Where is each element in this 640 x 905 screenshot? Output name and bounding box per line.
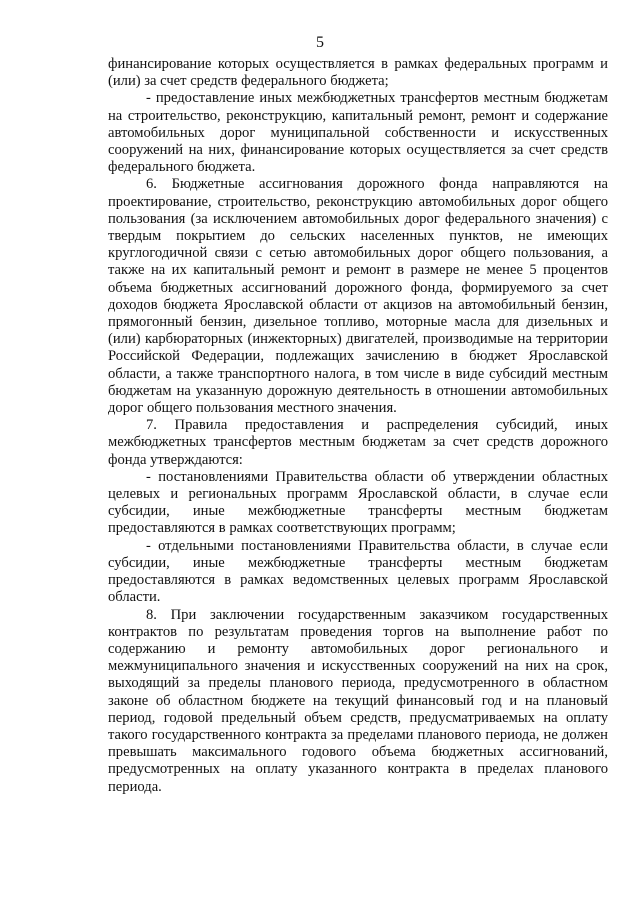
paragraph-item-6: 6. Бюджетные ассигнования дорожного фонда направляются на проектирование, строительство, реконструкцию автомобильных дорог общего пользования (за исключением автомобильных дорог федерального значения) с твердым покрытием до сельских населенных пунктов, не имеющих круглогодичной связи с сетью автомобильных дорог общего пользования, а также на их капитальный ремонт и ремонт в размере не менее 5 процентов объема бюджетных ассигнований дорожного фонда, формируемого за счет доходов бюджета Ярославской области от акцизов на автомобильный бензин, прямогонный бензин, дизельное топливо, моторные масла для дизельных и (или) карбюраторных (инжекторных) двигателей, производимые на территории Российской Федерации, подлежащих зачислению в бюджет Ярославской области, а также транспортного налога, в том числе в виде субсидий местным бюджетам на указанную дорожную деятельность в отношении автомобильных дорог общего пользования местного значения. bbox=[108, 176, 608, 417]
paragraph-continuation: финансирование которых осуществляется в рамках федеральных программ и (или) за счет средств федерального бюджета; bbox=[108, 56, 608, 90]
paragraph-item-7-separate-decrees: - отдельными постановлениями Правительства области, в случае если субсидии, иные межбюджетные трансферты местным бюджетам предоставляются в рамках ведомственных целевых программ Ярославской области. bbox=[108, 537, 608, 606]
paragraph-item-7-decrees: - постановлениями Правительства области об утверждении областных целевых и региональных программ Ярославской области, в случае если субсидии, иные межбюджетные трансферты местным бюджетам предоставляются в рамках соответствующих программ; bbox=[108, 468, 608, 537]
paragraph-transfers-federal: - предоставление иных межбюджетных трансфертов местным бюджетам на строительство, реконструкцию, капитальный ремонт, ремонт и содержание автомобильных дорог муниципальной собственности и искусственных сооружений на них, финансирование которых осуществляется за счет средств федерального бюджета. bbox=[108, 90, 608, 176]
document-body bbox=[108, 56, 608, 796]
paragraph-item-8: 8. При заключении государственным заказчиком государственных контрактов по результатам проведения торгов на выполнение работ по содержанию и ремонту автомобильных дорог регионального и межмуниципального значения и искусственных сооружений на них на срок, выходящий за пределы планового периода, предусмотренного в областном законе об областном бюджете на текущий финансовый год и на плановый период, годовой предельный объем средств, предусматриваемых на оплату такого государственного контракта за пределами планового периода, не должен превышать максимального годового объема бюджетных ассигнований, предусмотренных на оплату указанного контракта в пределах планового периода. bbox=[108, 606, 608, 795]
paragraph-item-7: 7. Правила предоставления и распределения субсидий, иных межбюджетных трансфертов местным бюджетам за счет средств дорожного фонда утверждаются: bbox=[108, 417, 608, 468]
page-number: 5 bbox=[316, 34, 324, 51]
